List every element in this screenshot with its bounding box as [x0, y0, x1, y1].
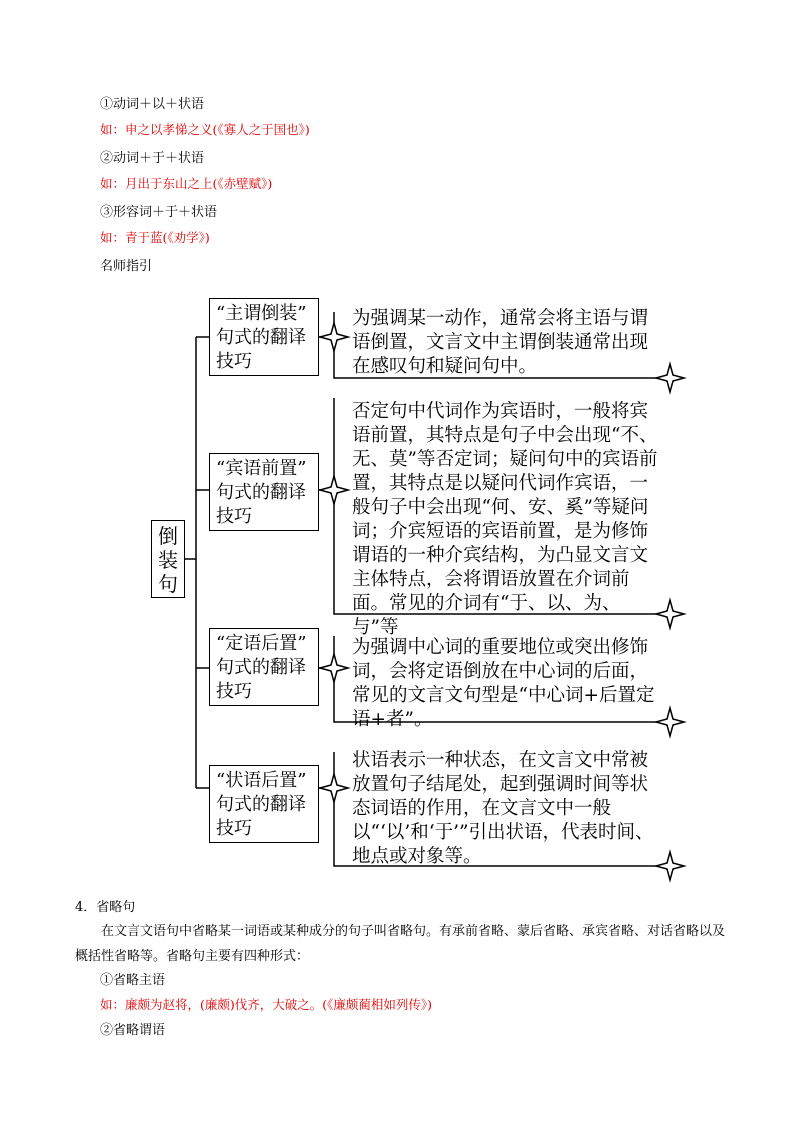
branch-label-line: 句式的翻译	[216, 482, 306, 503]
root-char-3: 句	[158, 572, 178, 596]
branch-label-line: 技巧	[216, 818, 252, 839]
branch-label-line: 技巧	[216, 351, 252, 372]
branch-label-line: “状语后置”	[216, 770, 307, 791]
desc-attributive-postposed: 为强调中心词的重要地位或突出修饰词，会将定语倒放在中心词的后面，常见的文言文句型是“中心词+后置定语+者”。	[352, 637, 655, 730]
item-verb-yi-adverbial: ①动词＋以＋状语	[100, 97, 205, 112]
section-4-paragraph-text: 在文言文语句中省略某一词语或某种成分的句子叫省略句。有承前省略、蒙后省略、承宾省略、对话省略以及概括性省略等。省略句主要有四种形式：	[75, 924, 726, 964]
branch-box-attributive-postposed	[209, 628, 319, 706]
branch-label-line: 句式的翻译	[216, 327, 306, 348]
root-char-1: 倒	[158, 524, 178, 548]
item-omit-predicate: ②省略谓语	[100, 1023, 166, 1038]
branch-label-line: 技巧	[216, 681, 252, 702]
branch-box-adverbial-postposed	[209, 765, 319, 843]
desc-object-preposed: 否定句中代词作为宾语时，一般将宾语前置，其特点是句子中会出现“不、无、莫”等否定词；疑问句中的宾语前置，其特点是以疑问代词作宾语，一般句子中会出现“何、安、奚”等疑问词；介宾短语的宾语前置，是为修饰谓语的一种介宾结构，为凸显文言文主体特点，会将谓语放置在介词前面。常见的介词有“于、以、为、与”等	[352, 401, 658, 638]
item-adj-yu-adverbial: ③形容词＋于＋状语	[100, 205, 218, 220]
root-char-2: 装	[158, 548, 178, 572]
branch-label-line: 句式的翻译	[216, 657, 306, 678]
branch-label-line: 句式的翻译	[216, 794, 306, 815]
root-box-inverted-sentence	[151, 520, 185, 598]
section-4-heading: 4．省略句	[75, 900, 136, 915]
branch-label-line: “主谓倒装”	[216, 303, 307, 324]
branch-label-line: 技巧	[216, 506, 252, 527]
example-omit-subject: 如：廉颇为赵将，(廉颇)伐齐，大破之。(《廉颇蔺相如列传》)	[100, 997, 433, 1012]
example-3: 如：青于蓝(《劝学》)	[100, 230, 210, 245]
desc-subject-predicate: 为强调某一动作，通常会将主语与谓语倒置，文言文中主谓倒装通常出现在感叹句和疑问句中。	[352, 308, 649, 377]
item-verb-yu-adverbial: ②动词＋于＋状语	[100, 151, 205, 166]
desc-adverbial-postposed: 状语表示一种状态，在文言文中常被放置句子结尾处，起到强调时间等状态词语的作用，在文言文中一般以“‘以’和‘于’”引出状语，代表时间、地点或对象等。	[352, 750, 654, 867]
example-2: 如：月出于东山之上(《赤壁赋》)	[100, 176, 273, 191]
branch-box-object-preposed	[209, 453, 319, 531]
item-omit-subject: ①省略主语	[100, 973, 166, 988]
branch-label-line: “定语后置”	[216, 633, 307, 654]
branch-box-subject-predicate	[209, 298, 319, 376]
section-4-paragraph	[75, 919, 735, 969]
section-guide-title: 名师指引	[100, 259, 153, 274]
branch-label-line: “宾语前置”	[216, 458, 307, 479]
example-1: 如：申之以孝悌之义(《寡人之于国也》)	[100, 122, 310, 137]
